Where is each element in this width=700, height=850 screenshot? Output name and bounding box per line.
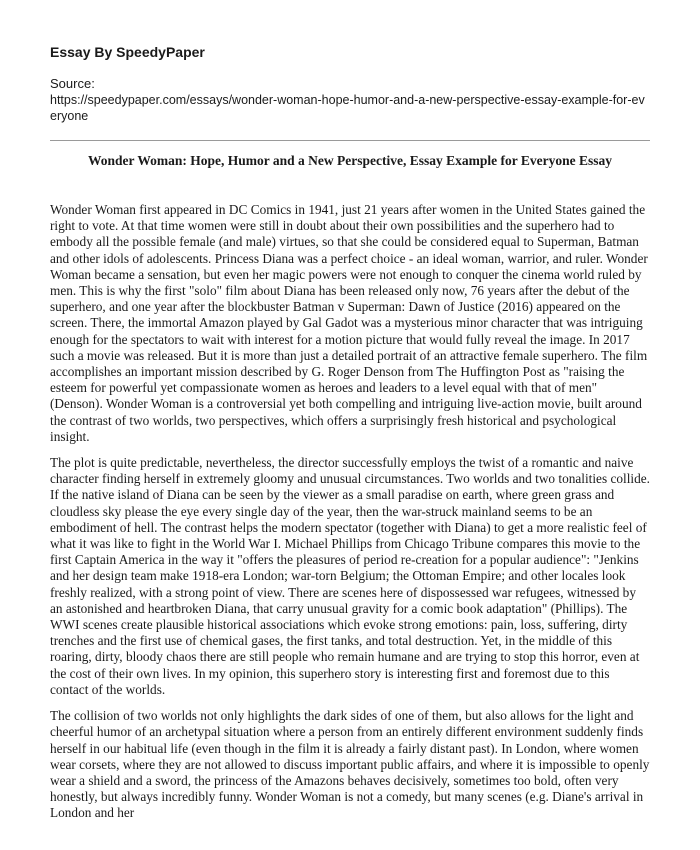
essay-paragraph-3: The collision of two worlds not only highlights the dark sides of one of them, but also allows for the light and cheerful humor of an archetypal situation where a person from an entirely different environment suddenly finds herself in our habitual life (even though in the film it is already a fairly distant past). In London, where women wear corsets, where they are not allowed to discuss important public affairs, and where it is impossible to openly wear a shield and a sword, the princess of the Amazons behaves decisively, sometimes too bold, often very honestly, but always incredibly funny. Wonder Woman is not a comedy, but many scenes (e.g. Diane's arrival in London and her	[50, 708, 650, 821]
essay-paragraph-2: The plot is quite predictable, nevertheless, the director successfully employs the twist of a romantic and naive character finding herself in extremely gloomy and unusual circumstances. Two worlds and two tonalities collide. If the native island of Diana can be seen by the viewer as a small paradise on earth, where green grass and cloudless sky please the eye every single day of the year, then the war-struck mainland seems to be an embodiment of hell. The contrast helps the modern spectator (together with Diana) to get a more realistic feel of what it was like to fight in the World War I. Michael Phillips from Chicago Tribune compares this movie to the first Captain America in the way it "offers the pleasures of period re-creation for a popular audience": "Jenkins and her design team make 1918-era London; war-torn Belgium; the Ottoman Empire; and other locales look freshly realized, with a strong point of view. There are scenes here of dispossessed war refugees, witnessed by an astonished and heartbroken Diana, that carry unusual gravity for a comic book adaptation" (Phillips). The WWI scenes create plausible historical associations which evoke strong emotions: pain, loss, suffering, dirty trenches and the first use of chemical gases, the first tanks, and total destruction. Yet, in the middle of this roaring, dirty, bloody chaos there are still people who remain humane and are trying to stop this horror, even at the cost of their own lives. In my opinion, this superhero story is interesting first and foremost due to this contact of the worlds.	[50, 455, 650, 697]
essay-body	[50, 202, 650, 822]
document-header-title: Essay By SpeedyPaper	[50, 44, 205, 60]
source-url[interactable]: https://speedypaper.com/essays/wonder-woman-hope-humor-and-a-new-perspective-essay-example-for-everyone	[50, 93, 645, 123]
essay-paragraph-1: Wonder Woman first appeared in DC Comics in 1941, just 21 years after women in the United States gained the right to vote. At that time women were still in doubt about their own possibilities and the superhero had to embody all the possible female (and male) virtues, so that she could be considered equal to Superman, Batman and other idols of adolescents. Princess Diana was a perfect choice - an ideal woman, warrior, and ruler. Wonder Woman became a sensation, but even her magic powers were not enough to conquer the cinema world ruled by men. This is why the first "solo" film about Diana has been released only now, 76 years after the debut of the superhero, and one year after the blockbuster Batman v Superman: Dawn of Justice (2016) appeared on the screen. There, the immortal Amazon played by Gal Gadot was a mysterious minor character that was intriguing enough for the spectators to wait with interest for a motion picture that would fully reveal the image. In 2017 such a movie was released. But it is more than just a detailed portrait of an attractive female superhero. The film accomplishes an important mission described by G. Roger Denson from The Huffington Post as "raising the esteem for powerful yet compassionate women as heroes and leaders to a level equal with that of men" (Denson). Wonder Woman is a controversial yet both compelling and intriguing live-action movie, built around the contrast of two worlds, two perspectives, which offers a surprisingly fresh historical and psychological insight.	[50, 202, 648, 444]
header-divider	[50, 140, 650, 141]
essay-title: Wonder Woman: Hope, Humor and a New Perspective, Essay Example for Everyone Essay	[87, 153, 612, 168]
source-label: Source:	[50, 76, 95, 91]
document-page	[50, 0, 650, 832]
